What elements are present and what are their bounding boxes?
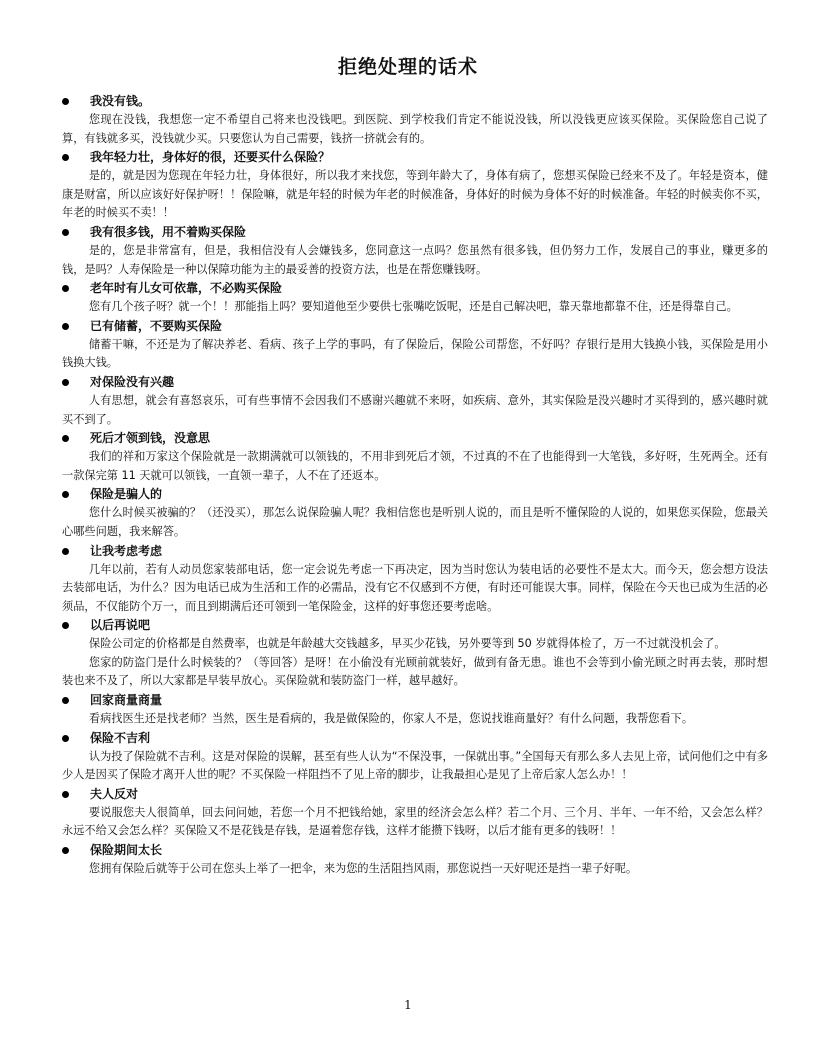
section-heading: 对保险没有兴趣 [62,373,768,392]
section-heading: 保险不吉利 [62,729,768,748]
section-savings [62,317,768,373]
section-heading: 我有很多钱，用不着购买保险 [62,223,768,242]
section-paragraph: 您现在没钱，我想您一定不希望自己将来也没钱吧。到医院、到学校我们肯定不能说没钱，所以没钱更应该买保险。买保险您自己说了算，有钱就多买，没钱就少买。只要您认为自己需要，钱挤一挤就会有的。 [62,113,768,145]
section-paragraph: 是的，就是因为您现在年轻力壮，身体很好，所以我才来找您，等到年龄大了，身体有病了，您想买保险已经来不及了。年轻是资本，健康是财富，所以应该好好保护呀！！保险嘛，就是年轻的时候为年老的时候准备，身体好的时候为身体不好的时候准备。年轻的时候卖你不买，年老的时候买不卖！！ [62,169,768,220]
section-heading: 让我考虑考虑 [62,542,768,561]
section-paragraph: 人有思想，就会有喜怒哀乐，可有些事情不会因我们不感谢兴趣就不来呀，如疾病、意外，其实保险是没兴趣时才买得到的，感兴趣时就买不到了。 [62,393,768,426]
section-heading: 回家商量商量 [62,691,768,710]
section-heading: 夫人反对 [62,785,768,804]
section-paragraph: 您有几个孩子呀？就一个！！那能指上吗？要知道他至少要供七张嘴吃饭呢，还是自己解决吧，靠天靠地都靠不住，还是得靠自己。 [88,300,738,314]
section-wife-objects [62,785,768,841]
section-heading: 我没有钱。 [62,92,768,111]
bullet-icon [62,697,69,704]
bullet-icon [62,491,69,498]
section-after-death [62,429,768,485]
bullet-icon [62,791,69,798]
section-discuss [62,691,768,729]
section-paragraph: 是的，您是非常富有，但是，我相信没有人会嫌钱多，您同意这一点吗？您虽然有很多钱，但仍努力工作，发展自己的事业，赚更多的钱，是吗？人寿保险是一种以保障功能为主的最妥善的投资方法，也是在帮您赚钱呀。 [62,243,768,276]
section-no-money [62,92,768,148]
bullet-icon [62,323,69,330]
section-paragraph: 几年以前，若有人动员您家装部电话，您一定会说先考虑一下再决定，因为当时您认为装电话的必要性不是太大。而今天，您会想方设法去装部电话，为什么？因为电话已成为生活和工作的必需品，没有它不仅感到不方便，有时还可能误大事。同样，保险在今天也已成为生活的必须品，不仅能防个万一，而且到期满后还可领到一笔保险金，这样的好事您还要考虑啥。 [62,562,768,613]
section-heading: 老年时有儿女可依靠，不必购买保险 [62,279,768,298]
section-no-interest [62,373,768,429]
section-young-healthy [62,148,768,223]
section-paragraph: 储蓄干嘛，不还是为了解决养老、看病、孩子上学的事吗，有了保险后，保险公司帮您，不好吗？存银行是用大钱换小钱，买保险是用小钱换大钱。 [62,337,768,370]
bullet-icon [62,98,69,105]
bullet-icon [62,847,69,854]
bullet-icon [62,285,69,292]
section-paragraph: 您拥有保险后就等于公司在您头上举了一把伞，来为您的生活阻挡风雨，那您说挡一天好呢还是挡一辈子好呢。 [88,862,638,876]
section-consider [62,542,768,617]
section-rich [62,223,768,279]
section-heading: 已有储蓄，不要购买保险 [62,317,768,336]
section-heading: 我年轻力壮，身体好的很，还要买什么保险？ [62,148,768,167]
section-heading: 保险期间太长 [62,841,768,860]
bullet-icon [62,379,69,386]
bullet-icon [62,154,69,161]
section-term-too-long [62,841,768,879]
section-children [62,279,768,317]
bullet-icon [62,548,69,555]
section-heading: 保险是骗人的 [62,485,768,504]
section-heading: 以后再说吧 [62,616,768,635]
section-paragraph: 认为投了保险就不吉利。这是对保险的误解，甚至有些人认为“不保没事，一保就出事。”全国每天有那么多人去见上帝，试问他们之中有多少人是因买了保险才离开人世的呢？不买保险一样阻挡不了见上帝的脚步，让我最担心是见了上帝后家人怎么办！！ [62,749,768,782]
section-paragraph: 要说服您夫人很简单，回去问问她，若您一个月不把钱给她，家里的经济会怎么样？若二个月、三个月、半年、一年不给，又会怎么样？永远不给又会怎么样？买保险又不是花钱是存钱，是逼着您存钱，这样才能攒下钱呀，以后才能有更多的钱呀！！ [62,805,768,838]
section-paragraph: 看病找医生还是找老师？当然，医生是看病的，我是做保险的，你家人不是，您说找谁商量好？有什么问题，我帮您看下。 [88,712,694,726]
section-paragraph: 我们的祥和万家这个保险就是一款期满就可以领钱的，不用非到死后才领，不过真的不在了也能得到一大笔钱，多好呀，生死两全。还有一款保完第 11 天就可以领钱，一直领一辈子，人不在了还返本。 [62,450,768,482]
section-paragraph: 保险公司定的价格都是自然费率，也就是年龄越大交钱越多，早买少花钱，另外要等到 50 岁就得体检了，万一不过就没机会了。 [88,637,726,651]
bullet-icon [62,622,69,629]
bullet-icon [62,435,69,442]
bullet-icon [62,735,69,742]
bullet-icon [62,229,69,236]
page-title: 拒绝处理的话术 [337,56,478,78]
section-scam [62,485,768,541]
section-paragraph: 您什么时候买被骗的？（还没买），那怎么说保险骗人呢？我相信您也是听别人说的，而且是听不懂保险的人说的，如果您买保险，您最关心哪些问题，我来解答。 [62,506,768,538]
section-later [62,616,768,691]
section-paragraph: 您家的防盗门是什么时候装的？（等回答）是呀！在小偷没有光顾前就装好，做到有备无患。谁也不会等到小偷光顾之时再去装，那时想装也来不及了，所以大家都是早装早放心。买保险就和装防盗门一样，越早越好。 [62,655,768,688]
page-number: 1 [404,998,412,1012]
section-heading: 死后才领到钱，没意思 [62,429,768,448]
document-body [62,92,768,879]
section-unlucky [62,729,768,785]
